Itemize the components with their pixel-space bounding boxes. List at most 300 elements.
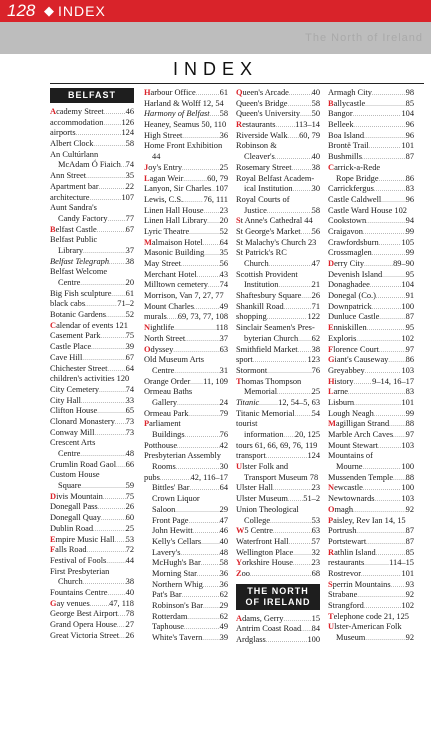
page-reference: 63	[219, 344, 228, 354]
index-term: Taphouse	[152, 622, 184, 632]
index-term: Academy Street	[50, 107, 104, 116]
index-term: Casement Park	[50, 331, 101, 341]
page-reference: 99	[405, 408, 414, 418]
index-term: Empire Music Hall	[50, 534, 115, 544]
index-entry-line: First Presbyterian	[50, 566, 110, 576]
index-entry	[236, 398, 320, 409]
page-reference: 60, 79	[207, 173, 228, 183]
index-entry	[144, 505, 228, 516]
page-reference: 93	[405, 579, 414, 589]
index-term: Justice	[244, 205, 267, 215]
page-reference: 58	[219, 109, 228, 119]
index-entry	[236, 516, 320, 527]
index-entry-line: Mountains of	[328, 451, 373, 461]
index-entry	[328, 601, 414, 612]
index-term: Crumlin Road Gaol	[50, 459, 117, 469]
index-term: Calendar of events 121	[50, 320, 128, 330]
index-entry	[236, 345, 320, 356]
index-entry	[236, 259, 320, 270]
index-term: Crown Liquor	[152, 494, 200, 504]
page-reference: 32	[311, 547, 320, 557]
index-term: shopping	[236, 312, 267, 322]
initial-letter: B	[328, 98, 334, 108]
page-reference: 124	[121, 128, 134, 138]
page-reference: 73	[125, 427, 134, 437]
page-reference: 87	[405, 536, 414, 546]
index-entry-line: Carrick-a-Rede	[328, 162, 381, 172]
index-term: Centre	[58, 278, 81, 287]
index-entry	[236, 473, 320, 484]
index-term: pubs	[144, 472, 160, 482]
index-entry	[50, 577, 134, 588]
index-entry-line: Royal Belfast Academ-	[236, 173, 315, 183]
index-term: Odyssey	[144, 344, 174, 354]
index-entry	[144, 569, 228, 580]
initial-letter: L	[328, 387, 334, 397]
initial-letter: A	[50, 107, 57, 116]
dot-leader	[293, 184, 312, 196]
index-term: Nightlife	[144, 323, 175, 333]
index-term: Gay venues	[50, 598, 90, 608]
page-reference: 113–14	[295, 120, 320, 130]
index-entry	[144, 227, 228, 238]
page-reference: 36	[219, 568, 228, 578]
index-entry-line: Custom House	[50, 470, 100, 480]
initial-letter: F	[50, 545, 56, 555]
page-reference: 25	[219, 162, 228, 172]
index-entry	[236, 483, 320, 494]
index-entry	[50, 524, 134, 535]
index-term: Ormeau Park	[144, 408, 189, 418]
index-entry	[50, 620, 134, 631]
index-term: Stormont	[236, 365, 268, 375]
index-term: Wellington Place	[236, 547, 294, 557]
index-term: Carrickfergus	[328, 184, 374, 194]
initial-letter: O	[144, 344, 151, 354]
index-term: Portrush	[328, 526, 357, 536]
index-entry	[144, 601, 228, 612]
index-term: Telephone code 21, 125	[328, 611, 409, 621]
dot-leader	[109, 257, 126, 269]
index-entry	[50, 492, 134, 503]
index-entry	[328, 387, 414, 398]
page-reference: 71–2	[117, 299, 134, 309]
index-term: Armagh City	[328, 88, 372, 97]
dot-leader	[365, 633, 405, 645]
index-entry	[236, 451, 320, 462]
index-entry	[328, 537, 414, 548]
page-reference: 35	[219, 248, 228, 258]
dot-leader	[190, 377, 203, 389]
index-entry	[50, 182, 134, 193]
page-reference: 50	[311, 109, 320, 119]
page-reference: 101	[401, 397, 414, 407]
page-reference: 75	[125, 331, 134, 341]
index-entry	[144, 99, 228, 110]
page-reference: 64	[219, 237, 228, 247]
index-entry	[236, 537, 320, 548]
index-term: City Cemetery	[50, 384, 100, 394]
index-entry	[236, 291, 320, 302]
initial-letter: D	[328, 259, 335, 268]
index-entry	[50, 545, 134, 556]
page-reference: 83	[405, 387, 414, 397]
index-term: Ulster Museum	[236, 494, 288, 504]
index-term: Exploris	[328, 333, 357, 343]
index-entry	[50, 289, 134, 300]
index-term: Robinson's Bar	[152, 601, 204, 610]
index-term: ical Institution	[244, 184, 293, 194]
index-term: Candy Factory	[58, 213, 108, 223]
index-entry-line: Scottish Provident	[236, 269, 298, 279]
index-term: Queen's Arcade	[236, 88, 289, 97]
index-entry	[144, 259, 228, 270]
initial-letter: J	[144, 162, 149, 172]
index-term: Castle Caldwell	[328, 194, 382, 204]
page-reference: 20, 125	[294, 430, 320, 439]
dot-leader	[288, 131, 300, 143]
index-term: Memorial	[244, 387, 278, 397]
index-term: Portstewart	[328, 536, 367, 546]
index-entry	[236, 441, 320, 452]
initial-letter: B	[50, 224, 56, 234]
index-entry	[236, 334, 320, 345]
index-entry	[144, 163, 228, 174]
index-entry	[236, 184, 320, 195]
index-entry	[144, 494, 228, 505]
initial-letter: F	[328, 344, 334, 354]
index-entry-line: Home Front Exhibition	[144, 141, 223, 151]
index-entry	[328, 345, 414, 356]
page-reference: 67	[125, 352, 134, 362]
index-term: Donegall Pass	[50, 502, 98, 512]
index-term: Institution	[244, 280, 279, 290]
index-entry	[144, 323, 228, 334]
initial-letter: E	[328, 323, 334, 333]
index-entry	[328, 377, 414, 388]
index-term: Smithfield Market	[236, 344, 298, 354]
index-term: Shaftesbury Square	[236, 291, 302, 301]
page-reference: 85	[405, 98, 414, 108]
page-reference: 62	[219, 590, 228, 600]
page-reference: 42	[219, 440, 228, 450]
index-entry	[236, 430, 320, 441]
initial-letter: G	[50, 598, 57, 608]
index-entry	[144, 302, 228, 313]
index-entry	[328, 302, 414, 313]
page-reference: 33	[125, 395, 134, 405]
page-reference: 103	[401, 365, 414, 375]
index-entry	[328, 462, 414, 473]
index-entry	[236, 302, 320, 313]
index-term: North Street	[144, 333, 186, 343]
index-column-4	[328, 88, 414, 644]
page-reference: 104	[401, 280, 414, 290]
index-entry	[328, 109, 414, 120]
index-term: Church	[58, 577, 83, 587]
page-reference: 92	[405, 633, 414, 643]
page-reference: 79	[219, 408, 228, 418]
index-term: Front Page	[152, 515, 189, 525]
index-entry	[144, 462, 228, 473]
page-reference: 52	[125, 310, 134, 320]
index-entry	[144, 120, 228, 131]
page-reference: 29	[219, 504, 228, 514]
index-term: children's activities 120	[50, 374, 130, 384]
dot-leader	[269, 259, 312, 271]
page-reference: 26	[311, 291, 320, 301]
page-reference: 38	[311, 344, 320, 354]
index-entry	[328, 366, 414, 377]
index-entry	[144, 622, 228, 633]
index-term: McAdam Ó Fiaich	[58, 160, 121, 170]
index-entry-line: Ulster Folk and	[236, 462, 289, 472]
page-reference: 58	[311, 205, 320, 215]
initial-letter: L	[144, 173, 150, 183]
page-reference: 43	[219, 269, 228, 279]
page-reference: 103	[401, 494, 414, 504]
index-term: Lavery's	[152, 547, 181, 557]
page-reference: 96	[405, 120, 414, 130]
page-reference: 114–15	[389, 558, 414, 568]
page-reference: 21	[311, 280, 320, 290]
initial-letter: R	[236, 120, 243, 130]
initial-letter: T	[328, 611, 334, 621]
page-reference: 37	[219, 333, 228, 343]
index-term: Saloon	[152, 504, 176, 514]
index-entry	[50, 599, 134, 610]
dot-leader	[202, 633, 219, 645]
initial-letter: U	[328, 622, 335, 632]
index-term: Transport Museum 78	[244, 472, 319, 482]
page-reference: 76	[311, 365, 320, 375]
index-term: Centre	[58, 449, 81, 458]
page-reference: 88	[405, 419, 414, 429]
index-entry	[328, 88, 414, 99]
index-term: Orange Order	[144, 376, 191, 386]
page-reference: 63	[311, 526, 320, 536]
page-reference: 69, 73, 77, 108	[177, 312, 228, 322]
index-entry	[328, 419, 414, 430]
index-term: restaurants	[328, 558, 365, 568]
initial-letter: Y	[236, 558, 243, 568]
page-reference: 57	[311, 536, 320, 546]
index-term: St George's Market	[236, 226, 301, 236]
index-entry	[328, 398, 414, 409]
index-entry	[328, 590, 414, 601]
index-term: Harland & Wolff 12, 54	[144, 98, 224, 108]
page-reference: 74	[125, 384, 134, 394]
index-term: Morrison, Van 7, 27, 77	[144, 291, 224, 301]
index-entry-line: Thomas Thompson	[236, 376, 302, 386]
index-entry-line: Aunt Sandra's	[50, 203, 97, 213]
initial-letter: O	[328, 504, 335, 514]
index-entry	[144, 548, 228, 559]
index-term: Chichester Street	[50, 363, 108, 373]
index-entry-line: Old Museum Arts	[144, 355, 205, 365]
index-term: Harmony of Belfast	[144, 109, 210, 119]
index-entry-line: Royal Courts of	[236, 194, 290, 204]
index-entry	[328, 131, 414, 142]
page-reference: 88	[405, 472, 414, 482]
initial-letter: G	[328, 355, 335, 365]
index-term: High Street	[144, 130, 183, 140]
index-entry	[144, 441, 228, 452]
index-term: Craigavon	[328, 226, 363, 236]
index-entry	[328, 248, 414, 259]
page-reference: 64	[125, 363, 134, 373]
index-term: Lewis, C.S.	[144, 194, 184, 204]
index-term: History	[328, 376, 354, 386]
index-entry	[144, 238, 228, 249]
page-reference: 56	[219, 259, 228, 268]
index-entry	[50, 214, 134, 225]
index-term: Ballycastle	[328, 98, 366, 108]
page-reference: 73	[125, 416, 134, 426]
index-term: Merchant Hotel	[144, 269, 197, 279]
index-entry	[50, 406, 134, 417]
index-entry	[144, 537, 228, 548]
index-entry	[50, 139, 134, 150]
index-term: Ardglass	[236, 635, 266, 644]
index-term: Kelly's Cellars	[152, 536, 202, 546]
index-term: Centre	[152, 365, 175, 375]
index-entry	[236, 131, 320, 142]
page-reference: 100	[401, 462, 414, 472]
index-entry-line: Sinclair Seamen's Pres-	[236, 323, 315, 333]
index-term: information	[244, 430, 284, 439]
index-entry	[328, 227, 414, 238]
index-entry	[236, 526, 320, 537]
index-entry	[144, 345, 228, 356]
section-name: INDEX	[58, 3, 106, 19]
index-entry	[236, 109, 320, 120]
page-reference: 87	[405, 152, 414, 162]
index-entry-line: An Cultúrlann	[50, 149, 99, 159]
index-section-header: BELFAST	[50, 88, 134, 103]
page-reference: 37	[125, 245, 134, 255]
index-entry	[50, 428, 134, 439]
page-reference: 46	[125, 107, 134, 116]
page-reference: 68	[311, 568, 320, 578]
index-entry	[50, 449, 134, 460]
initial-letter: R	[328, 547, 335, 557]
index-term: Belleek	[328, 120, 354, 130]
index-term: Newtownards	[328, 494, 375, 504]
index-term: Queen's Bridge	[236, 98, 288, 108]
index-entry-line: Parliament	[144, 419, 181, 429]
index-entry	[144, 483, 228, 494]
index-entry	[328, 141, 414, 152]
index-term: Magilligan Strand	[328, 419, 390, 429]
page-reference: 74	[219, 280, 228, 290]
page-reference: 29	[219, 601, 228, 610]
index-entry	[50, 609, 134, 620]
index-entry	[236, 120, 320, 131]
index-entry	[50, 128, 134, 139]
index-entry	[50, 353, 134, 364]
index-entry	[50, 364, 134, 375]
initial-letter: H	[144, 88, 151, 97]
initial-letter: D	[50, 491, 57, 501]
page-reference: 15	[311, 613, 320, 623]
index-entry	[328, 323, 414, 334]
index-entry	[328, 569, 414, 580]
page-reference: 77	[125, 213, 134, 223]
page-reference: 49	[219, 301, 228, 311]
index-entry	[328, 516, 414, 527]
page-reference: 46	[219, 526, 228, 536]
index-entry	[236, 635, 320, 646]
index-term: Milltown cemetery	[144, 280, 208, 290]
page-reference: 42, 116–17	[190, 472, 228, 482]
index-title: INDEX	[172, 59, 258, 79]
index-term: Mourne	[336, 462, 363, 472]
index-entry	[144, 430, 228, 441]
index-entry	[50, 342, 134, 353]
page-reference: 38	[125, 256, 134, 266]
index-entry	[328, 441, 414, 452]
index-entry	[50, 278, 134, 289]
index-term: Yorkshire House	[236, 558, 293, 568]
page-reference: 126	[121, 117, 134, 127]
index-term: Big Fish sculpture	[50, 288, 112, 298]
page-reference: 75	[125, 491, 134, 501]
index-term: sport	[236, 355, 253, 365]
index-entry	[50, 481, 134, 492]
index-entry	[328, 152, 414, 163]
index-entry	[50, 321, 134, 332]
page-reference: 76, 111	[203, 194, 228, 204]
page-reference: 105	[401, 237, 414, 247]
page-reference: 99	[405, 226, 414, 236]
index-entry	[236, 163, 320, 174]
page-reference: 48	[125, 449, 134, 458]
index-term: Botanic Gardens	[50, 310, 107, 320]
page-reference: 59	[125, 481, 134, 491]
index-column-1	[50, 88, 134, 641]
index-entry	[144, 131, 228, 142]
index-term: Linen Hall House	[144, 205, 204, 215]
index-entry	[50, 460, 134, 471]
index-term: Downpatrick	[328, 301, 372, 311]
page-reference: 20	[125, 278, 134, 287]
dot-leader	[94, 428, 125, 440]
index-entry	[50, 513, 134, 524]
page-reference: 20	[219, 216, 228, 226]
index-term: Donegal (Co.)	[328, 291, 376, 301]
index-entry	[144, 580, 228, 591]
dot-leader	[97, 225, 126, 237]
index-entry-line: Robinson &	[236, 141, 277, 151]
dot-leader	[292, 163, 312, 175]
index-entry	[236, 312, 320, 323]
index-entry	[144, 312, 228, 323]
index-entry	[328, 548, 414, 559]
index-term: Castle Place	[50, 342, 92, 352]
index-term: murals	[144, 312, 167, 322]
page-reference: 95	[405, 323, 414, 333]
index-entry	[144, 195, 228, 206]
page-reference: 61	[125, 288, 134, 298]
page-reference: 23	[311, 483, 320, 493]
page-reference: 30	[311, 184, 320, 194]
page-reference: 65	[125, 406, 134, 416]
index-entry	[328, 195, 414, 206]
index-entry	[236, 569, 320, 580]
page-reference: 40	[125, 587, 134, 597]
diamond-icon: ◆	[44, 3, 54, 18]
